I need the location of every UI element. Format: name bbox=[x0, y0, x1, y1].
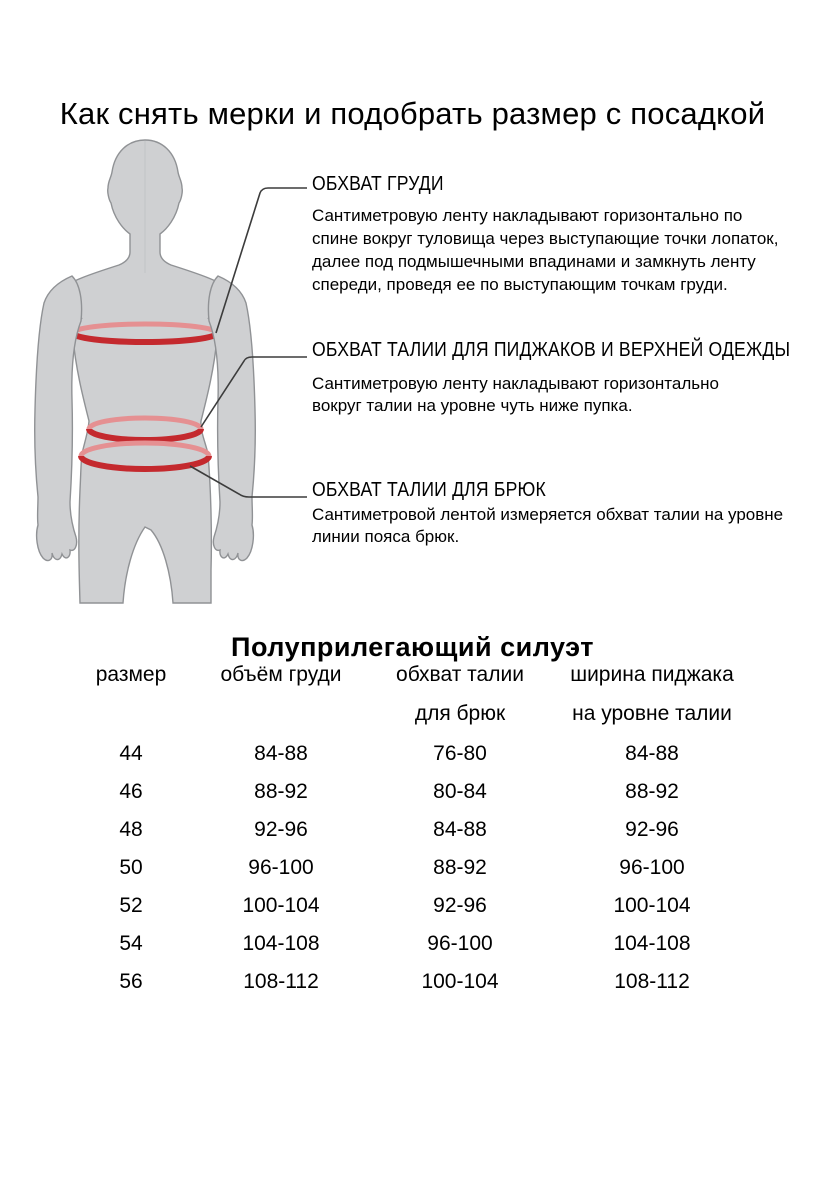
header-line-1 bbox=[0, 663, 825, 687]
measure-text-line: линии пояса брюк. bbox=[312, 527, 460, 546]
cell-jacket-width: 100-104 bbox=[613, 894, 691, 917]
table-row bbox=[0, 773, 825, 811]
cell-size: 46 bbox=[119, 780, 143, 803]
measure-text-line: далее под подмышечными впадинами и замкнуть ленту bbox=[312, 252, 756, 271]
cell-chest: 108-112 bbox=[243, 970, 319, 993]
cell-size: 48 bbox=[119, 818, 143, 841]
cell-trouser-waist: 88-92 bbox=[433, 856, 487, 879]
cell-trouser-waist: 92-96 bbox=[433, 894, 487, 917]
cell-chest: 88-92 bbox=[254, 780, 308, 803]
measure-text-line: спине вокруг туловища через выступающие точки лопаток, bbox=[312, 229, 779, 248]
table-row bbox=[0, 887, 825, 925]
table-row bbox=[0, 849, 825, 887]
cell-size: 44 bbox=[119, 742, 143, 765]
measure-text-chest bbox=[312, 204, 778, 296]
cell-trouser-waist: 96-100 bbox=[427, 932, 493, 955]
col-header-trouser-waist: обхват талии bbox=[396, 663, 524, 686]
cell-trouser-waist: 76-80 bbox=[433, 742, 487, 765]
cell-trouser-waist: 100-104 bbox=[421, 970, 499, 993]
cell-trouser-waist: 84-88 bbox=[433, 818, 487, 841]
cell-jacket-width: 96-100 bbox=[619, 856, 685, 879]
col-header-jacket-width-2: на уровне талии bbox=[572, 702, 732, 725]
cell-size: 52 bbox=[119, 894, 143, 917]
measure-text-line: Сантиметровую ленту накладывают горизонтально bbox=[312, 374, 719, 393]
table-row bbox=[0, 735, 825, 773]
measure-block-chest bbox=[312, 172, 778, 296]
cell-jacket-width: 92-96 bbox=[625, 818, 679, 841]
table-row bbox=[0, 925, 825, 963]
measure-text-trouser-waist bbox=[312, 504, 783, 548]
col-header-size: размер bbox=[95, 663, 167, 686]
measure-text-line: Сантиметровой лентой измеряется обхват талии на уровне bbox=[312, 505, 784, 524]
cell-size: 54 bbox=[119, 932, 143, 955]
page-title: Как снять мерки и подобрать размер с посадкой bbox=[59, 95, 766, 131]
measure-heading-chest: ОБХВАТ ГРУДИ bbox=[312, 173, 444, 195]
cell-chest: 104-108 bbox=[242, 932, 320, 955]
measure-heading-jacket-waist: ОБХВАТ ТАЛИИ ДЛЯ ПИДЖАКОВ И ВЕРХНЕЙ ОДЕЖДЫ bbox=[312, 339, 791, 361]
cell-chest: 92-96 bbox=[254, 818, 308, 841]
measure-heading-trouser-waist: ОБХВАТ ТАЛИИ ДЛЯ БРЮК bbox=[312, 479, 546, 501]
measure-text-jacket-waist bbox=[312, 373, 825, 417]
table-row bbox=[0, 811, 825, 849]
measure-block-jacket-waist bbox=[312, 338, 825, 417]
cell-chest: 96-100 bbox=[248, 856, 314, 879]
cell-size: 56 bbox=[119, 970, 143, 993]
cell-size: 50 bbox=[119, 856, 143, 879]
measure-text-line: Сантиметровую ленту накладывают горизонтально по bbox=[312, 206, 743, 225]
cell-jacket-width: 88-92 bbox=[625, 780, 679, 803]
col-header-trouser-waist-2: для брюк bbox=[414, 702, 506, 725]
header-line-2 bbox=[0, 702, 825, 726]
cell-jacket-width: 84-88 bbox=[625, 742, 679, 765]
col-header-chest: объём груди bbox=[220, 663, 342, 686]
cell-chest: 84-88 bbox=[254, 742, 308, 765]
silhouette-right-arm bbox=[208, 276, 255, 560]
measure-block-trouser-waist bbox=[312, 478, 783, 548]
cell-jacket-width: 104-108 bbox=[613, 932, 691, 955]
measure-text-line: вокруг талии на уровне чуть ниже пупка. bbox=[312, 396, 633, 415]
cell-jacket-width: 108-112 bbox=[614, 970, 690, 993]
size-table-body bbox=[0, 735, 825, 1001]
measure-text-line: спереди, проведя ее по выступающим точкам груди. bbox=[312, 275, 728, 294]
table-row bbox=[0, 963, 825, 1001]
cell-trouser-waist: 80-84 bbox=[433, 780, 487, 803]
size-table-title: Полуприлегающий силуэт bbox=[231, 632, 594, 663]
col-header-jacket-width: ширина пиджака bbox=[570, 663, 734, 686]
silhouette-left-arm bbox=[35, 276, 82, 560]
body-silhouette-figure bbox=[10, 125, 330, 615]
cell-chest: 100-104 bbox=[242, 894, 320, 917]
